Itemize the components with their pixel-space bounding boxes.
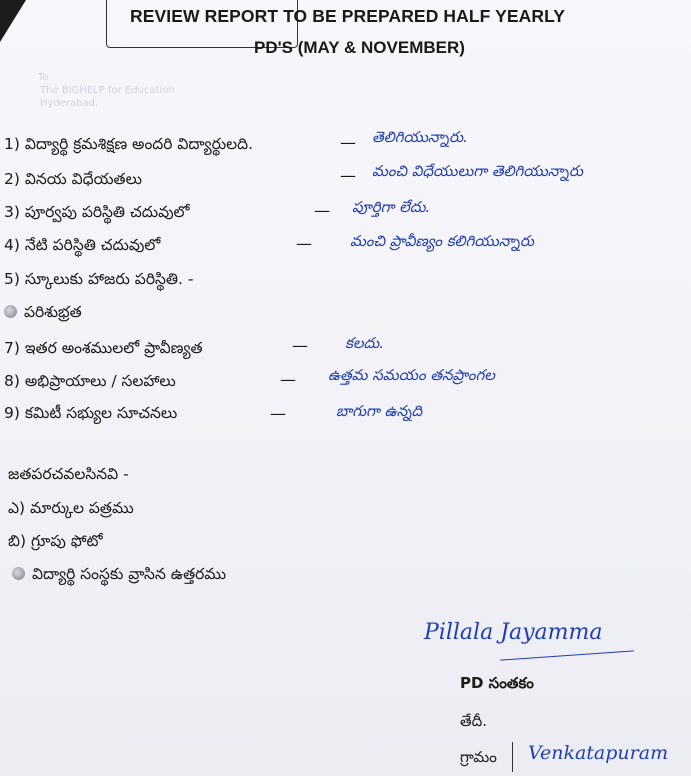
item-number: 5) (4, 270, 20, 288)
item-label: ఇతర అంశములలో ప్రావీణ్యత (24, 339, 203, 357)
dash: — (292, 336, 308, 355)
attachment-item (12, 565, 226, 587)
item-number: 2) (4, 170, 20, 188)
village-label: గ్రామం (460, 748, 497, 766)
item-number: 8) (4, 372, 20, 390)
page-corner-shadow (0, 0, 26, 42)
ink-blot-icon (4, 305, 17, 318)
item-3 (4, 203, 189, 225)
item-9 (4, 404, 177, 426)
item-number: 1) (4, 135, 20, 153)
dash: — (314, 201, 330, 220)
village-separator (512, 742, 513, 772)
handwritten-signature: Pillala Jayamma (424, 620, 603, 645)
handwritten-answer: తెలిగియున్నారు. (372, 128, 468, 146)
dash: — (340, 166, 356, 185)
handwritten-answer: ఉత్తమ సమయం తనప్రాంగల (328, 366, 495, 384)
handwritten-answer: బాగుగా ఉన్నది (336, 402, 423, 420)
attachment-item (8, 532, 103, 554)
item-label: విద్యార్థి సంస్థకు వ్రాసిన ఉత్తరము (31, 565, 227, 583)
item-label: స్కూలుకు హాజరు పరిస్థితి. - (24, 270, 194, 288)
dash: — (280, 370, 296, 389)
handwritten-answer: పూర్తిగా లేదు. (352, 198, 431, 216)
village-handwritten: Venkatapuram (528, 742, 669, 764)
attachments-heading: జతపరచవలసినవి - (8, 465, 129, 483)
item-number: 4) (4, 236, 20, 254)
item-label: వినయ విధేయతలు (24, 170, 142, 188)
ink-blot-icon (12, 567, 25, 580)
item-label: విద్యార్థి క్రమశిక్షణ అందరి విద్యార్థులది. (24, 135, 254, 153)
item-8 (4, 372, 176, 394)
item-1 (4, 135, 253, 157)
attachment-item (8, 499, 134, 521)
report-title: REVIEW REPORT TO BE PREPARED HALF YEARLY (130, 6, 566, 26)
handwritten-answer: మంచి విధేయులుగా తెలిగియున్నారు (372, 162, 583, 180)
handwritten-answer: కలదు. (345, 334, 385, 352)
item-4 (4, 236, 160, 258)
item-label: మార్కుల పత్రము (30, 499, 134, 517)
item-number: ఎ) (8, 499, 26, 517)
item-label: కమిటీ సభ్యుల సూచనలు (24, 404, 178, 422)
show-through-text: Hyderabad. (40, 98, 99, 109)
item-number: 3) (4, 203, 20, 221)
item-5 (4, 270, 193, 292)
item-label: అభిప్రాయాలు / సలహాలు (24, 372, 176, 390)
show-through-text: The BIGHELP for Education (40, 85, 175, 96)
date-label: తేదీ. (460, 712, 488, 730)
report-subtitle: PD'S (MAY & NOVEMBER) (254, 38, 465, 57)
show-through-text: To (38, 72, 49, 83)
item-label: పరిశుభ్రత (23, 303, 82, 321)
item-label: నేటి పరిస్థితి చదువులో (24, 236, 161, 254)
item-label: గ్రూపు ఫోటో (30, 532, 103, 550)
item-2 (4, 170, 142, 192)
item-7 (4, 339, 203, 361)
item-6 (4, 303, 82, 325)
dash: — (270, 404, 286, 423)
handwritten-answer: మంచి ప్రావీణ్యం కలిగియున్నారు (350, 232, 534, 250)
dash: — (296, 234, 312, 253)
item-number: 7) (4, 339, 20, 357)
item-number: బి) (8, 532, 26, 550)
dash: — (340, 133, 356, 152)
item-label: పూర్వపు పరిస్థితి చదువులో (24, 203, 190, 221)
signature-label: PD సంతకం (460, 674, 534, 692)
item-number: 9) (4, 404, 20, 422)
signature-underline (500, 650, 634, 660)
